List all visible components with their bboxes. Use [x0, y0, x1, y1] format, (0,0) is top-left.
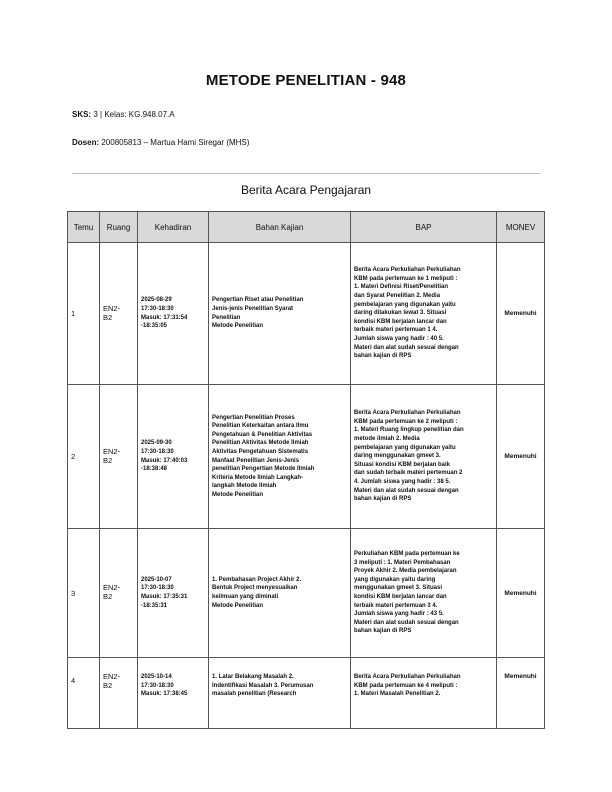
kehadiran-masuk: Masuk: 17:35:31	[141, 594, 188, 600]
bap-cell	[351, 658, 497, 729]
bahan-line: Aktivitas Pengetahuan Sistematis	[212, 448, 309, 455]
sks-label: SKS:	[72, 110, 92, 119]
kehadiran-keluar: -18:35:31	[141, 602, 168, 609]
table-row	[68, 529, 545, 658]
kehadiran-date: 2025-10-07	[141, 576, 172, 583]
bap-table	[67, 211, 545, 729]
bap-line: Perkuliahan KBM pada pertemuan ke	[354, 551, 460, 558]
ruang-cell	[100, 658, 138, 729]
bap-line: kondisi KBM berjalan lancar dan	[354, 318, 447, 325]
header-temu: Temu	[68, 212, 100, 243]
bahan-line: penelitian Pengertian Metode Ilmiah	[212, 466, 315, 473]
bap-cell	[351, 243, 497, 385]
header-kehadiran: Kehadiran	[138, 212, 209, 243]
bap-line: Proyek Akhir 2. Media pembelajaran	[354, 568, 457, 575]
bap-line: Materi dan alat sudah sesuai dengan	[354, 619, 459, 626]
bahan-line: Kriteria Metode Ilmiah Langkah-	[212, 474, 304, 481]
bahan-line: langkah Metode Ilmiah	[212, 483, 277, 490]
kehadiran-cell	[138, 385, 209, 529]
kehadiran-cell	[138, 243, 209, 385]
bap-line: kondisi KBM berjalan lancar dan	[354, 594, 447, 600]
bahan-line: Penelitian Aktivitas Metode Ilmiah	[212, 440, 309, 447]
bap-line: KBM pada pertemuan ke 1 meliputi :	[354, 275, 458, 282]
kehadiran-cell	[138, 658, 209, 729]
bap-line: bahan kajian di RPS	[354, 496, 412, 503]
bahan-line: Bentuk Project menyesuaikan	[212, 585, 298, 592]
dosen-label: Dosen:	[72, 138, 100, 147]
bap-line: 1. Materi Masalah Penelitian 2.	[354, 691, 441, 698]
bahan-line: masalah penelitian (Research	[212, 691, 297, 698]
bap-line: 1. Materi Ruang lingkup penelitian dan	[354, 427, 464, 434]
ruang-line: EN2-	[103, 672, 121, 681]
bahan-line: Indentifikasi Masalah 3. Perumusan	[212, 682, 314, 689]
bahan-line: Penelitian	[212, 314, 241, 321]
bap-line: Materi dan alat sudah sesuai dengan	[354, 487, 459, 494]
bahan-line: Metode Penelitian	[212, 491, 264, 498]
table-row	[68, 243, 545, 385]
bap-line: Berita Acara Perkuliahan Perkuliahan	[354, 267, 461, 274]
kehadiran-masuk: Masuk: 17:40:03	[141, 457, 188, 464]
bap-line: KBM pada pertemuan ke 2 meliputi :	[354, 418, 458, 425]
header-monev: MONEV	[497, 212, 545, 243]
monev-cell: Memenuhi	[497, 658, 545, 729]
page-title: METODE PENELITIAN - 948	[205, 72, 407, 89]
dosen-line	[72, 138, 249, 147]
bap-line: metode ilmiah 2. Media	[354, 436, 420, 443]
monev-cell: Memenuhi	[497, 243, 545, 385]
table-row	[68, 658, 545, 729]
kehadiran-date: 2025-10-14	[141, 674, 172, 680]
temu-cell: 3	[68, 529, 100, 658]
bahan-kajian-cell	[209, 385, 351, 529]
ruang-cell	[100, 529, 138, 658]
bap-line: Berita Acara Perkuliahan Perkuliahan	[354, 410, 461, 417]
ruang-line: B2	[103, 680, 113, 690]
temu-cell: 1	[68, 243, 100, 385]
bap-line: terbaik materi pertemuan 3 4.	[354, 602, 438, 609]
bap-line: dan sudah terbaik materi pertemuan 2	[354, 470, 463, 477]
bahan-line: Jenis-jenis Penelitian Syarat	[212, 305, 294, 312]
kehadiran-masuk: Masuk: 17:31:54	[141, 314, 188, 321]
bap-line: dan Syarat Penelitian 2. Media	[354, 293, 441, 300]
kehadiran-time: 17:30-18:30	[141, 305, 174, 312]
bap-line: bahan kajian di RPS	[354, 628, 412, 635]
ruang-line: B2	[103, 455, 113, 465]
monev-cell: Memenuhi	[497, 385, 545, 529]
monev-cell: Memenuhi	[497, 529, 545, 658]
ruang-line: EN2-	[103, 583, 121, 593]
kehadiran-keluar: -18:38:48	[141, 466, 168, 473]
bahan-line: 1. Latar Belakang Masalah 2.	[212, 674, 294, 680]
bahan-line: Manfaat Penelitian Jenis-Jenis	[212, 457, 300, 464]
bap-line: bahan kajian di RPS	[354, 353, 412, 360]
ruang-line: B2	[103, 312, 113, 322]
divider	[72, 173, 540, 174]
bap-line: 1. Materi Definisi Riset/Penelitian	[354, 284, 449, 291]
bahan-line: keilmuan yang diminati	[212, 594, 279, 600]
ruang-line: EN2-	[103, 303, 121, 313]
sks-line	[72, 110, 175, 119]
table-header-row	[68, 212, 545, 243]
bahan-kajian-cell	[209, 243, 351, 385]
bap-line: 3 meliputi : 1. Materi Pembahasan	[354, 559, 451, 566]
bap-line: menggunakan gmeet 3. Situasi	[354, 585, 443, 592]
header-ruang: Ruang	[100, 212, 138, 243]
bahan-kajian-cell	[209, 529, 351, 658]
sks-value: 3 | Kelas: KG.948.07.A	[93, 110, 175, 119]
bap-cell	[351, 529, 497, 658]
kehadiran-time: 17:30-18:30	[141, 682, 174, 689]
kehadiran-date: 2025-08-29	[141, 297, 172, 304]
bap-line: pembelajaran yang digunakan yaitu	[354, 444, 456, 451]
bahan-kajian-cell	[209, 658, 351, 729]
bap-line: daring menggunakan gmeet 3.	[354, 453, 441, 460]
bahan-line: Metode Penelitian	[212, 602, 264, 609]
bahan-line: Penelitian Keterkaitan antara Ilmu	[212, 423, 309, 430]
bap-cell	[351, 385, 497, 529]
bap-line: KBM pada pertemuan ke 4 meliputi :	[354, 682, 458, 689]
header-bap: BAP	[351, 212, 497, 243]
bap-line: daring dilakukan lewat 3. Situasi	[354, 310, 447, 317]
ruang-cell	[100, 243, 138, 385]
ruang-cell	[100, 385, 138, 529]
bap-line: Materi dan alat sudah sesuai dengan	[354, 344, 459, 351]
bahan-line: Pengertian Riset atau Penelitian	[212, 297, 304, 304]
ruang-line: B2	[103, 592, 113, 601]
bap-line: 4. Jumlah siswa yang hadir : 38 5.	[354, 478, 451, 485]
kehadiran-time: 17:30-18:30	[141, 448, 174, 455]
kehadiran-masuk: Masuk: 17:38:45	[141, 691, 188, 698]
bahan-line: Pengetahuan & Penelitian Aktivitas	[212, 431, 313, 438]
table-row	[68, 385, 545, 529]
bap-line: terbaik materi pertemuan 1 4.	[354, 327, 438, 334]
dosen-value: 200805813 – Martua Hami Siregar (MHS)	[101, 138, 250, 147]
bahan-line: Metode Penelitian	[212, 323, 264, 330]
temu-cell: 4	[68, 658, 100, 729]
bap-line: Jumlah siswa yang hadir : 40 5.	[354, 335, 444, 342]
kehadiran-time: 17:30-18:30	[141, 585, 174, 592]
header-bahan-kajian: Bahan Kajian	[209, 212, 351, 243]
bap-line: Jumlah siswa yang hadir : 43 5.	[354, 611, 444, 618]
bap-line: yang digunakan yaitu daring	[354, 576, 436, 583]
kehadiran-cell	[138, 529, 209, 658]
bap-line: pembelajaran yang digunakan yaitu	[354, 301, 456, 308]
kehadiran-keluar: -18:35:05	[141, 323, 168, 330]
bahan-line: Pengertian Penelitian Proses	[212, 414, 295, 421]
ruang-line: EN2-	[103, 446, 121, 456]
bap-line: Berita Acara Perkuliahan Perkuliahan	[354, 674, 461, 680]
bap-line: Situasi kondisi KBM berjalan baik	[354, 461, 451, 468]
bahan-line: 1. Pembahasan Project Akhir 2.	[212, 576, 302, 583]
kehadiran-date: 2025-09-30	[141, 440, 172, 447]
temu-cell: 2	[68, 385, 100, 529]
section-title: Berita Acara Pengajaran	[240, 183, 372, 197]
